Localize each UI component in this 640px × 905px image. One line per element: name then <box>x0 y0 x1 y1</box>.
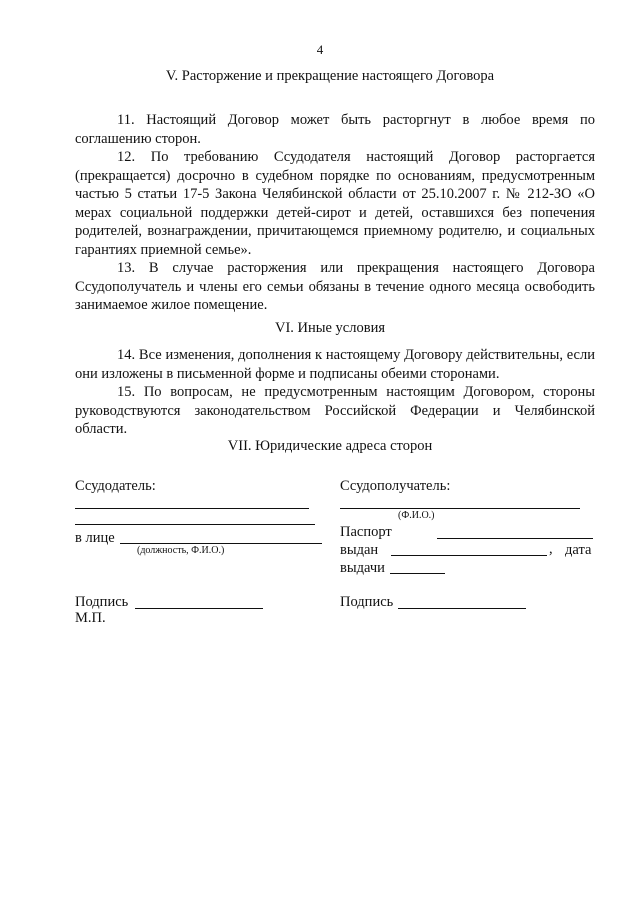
section-5-body <box>75 111 595 315</box>
issued-label: выдан <box>340 542 379 558</box>
borrower-name-line <box>340 508 580 509</box>
lender-signature-label: Подпись <box>75 594 129 610</box>
borrower-name-hint: (Ф.И.О.) <box>398 510 435 521</box>
clause-14: 14. Все изменения, дополнения к настоящему Договору действительны, если они изложены в письменной форме и подписаны обеими сторонами. <box>75 347 595 382</box>
borrower-title: Ссудополучатель: <box>340 478 451 494</box>
lender-position-hint: (должность, Ф.И.О.) <box>137 545 225 556</box>
clause-15: 15. По вопросам, не предусмотренным настоящим Договором, стороны руководствуются законодательством Российской Федерации и Челябинской области. <box>75 384 595 437</box>
section-7-heading: VII. Юридические адреса сторон <box>227 438 433 454</box>
section-5-heading: V. Расторжение и прекращение настоящего Договора <box>165 68 495 84</box>
lender-in-person-label: в лице <box>75 530 115 546</box>
passport-line <box>437 538 593 539</box>
clause-11: 11. Настоящий Договор может быть расторгнут в любое время по соглашению сторон. <box>75 112 595 147</box>
issue-date-label: выдачи <box>340 560 385 576</box>
clause-12: 12. По требованию Ссудодателя настоящий Договор расторгается (прекращается) досрочно в судебном порядке по основаниям, предусмотренным частью 5 статьи 17-5 Закона Челябинской области от 25.10.2007 г. № 212-ЗО «О мерах социальной поддержки детей-сирот и детей, оставшихся без попечения родителей, вознаграждении, причитающемся приемному родителю, и социальных гарантиях приемной семье». <box>75 149 595 258</box>
issue-date-line <box>390 573 445 574</box>
lender-title: Ссудодатель: <box>75 478 156 494</box>
issued-by-line <box>391 555 547 556</box>
issued-comma: , <box>549 541 553 557</box>
stamp-label: М.П. <box>75 610 106 626</box>
borrower-signature-label: Подпись <box>340 594 394 610</box>
clause-13: 13. В случае расторжения или прекращения настоящего Договора Ссудополучатель и члены его семьи обязаны в течение одного месяца освободить занимаемое жилое помещение. <box>75 260 595 313</box>
lender-representative-line <box>120 543 322 544</box>
lender-name-line-2 <box>75 524 315 525</box>
section-6-heading: VI. Иные условия <box>274 320 386 336</box>
date-label: дата <box>565 542 592 558</box>
lender-signature-line <box>135 608 263 609</box>
lender-name-line-1 <box>75 508 309 509</box>
borrower-signature-line <box>398 608 526 609</box>
passport-label: Паспорт <box>340 524 392 540</box>
section-6-body <box>75 346 595 439</box>
page-number: 4 <box>316 42 324 57</box>
